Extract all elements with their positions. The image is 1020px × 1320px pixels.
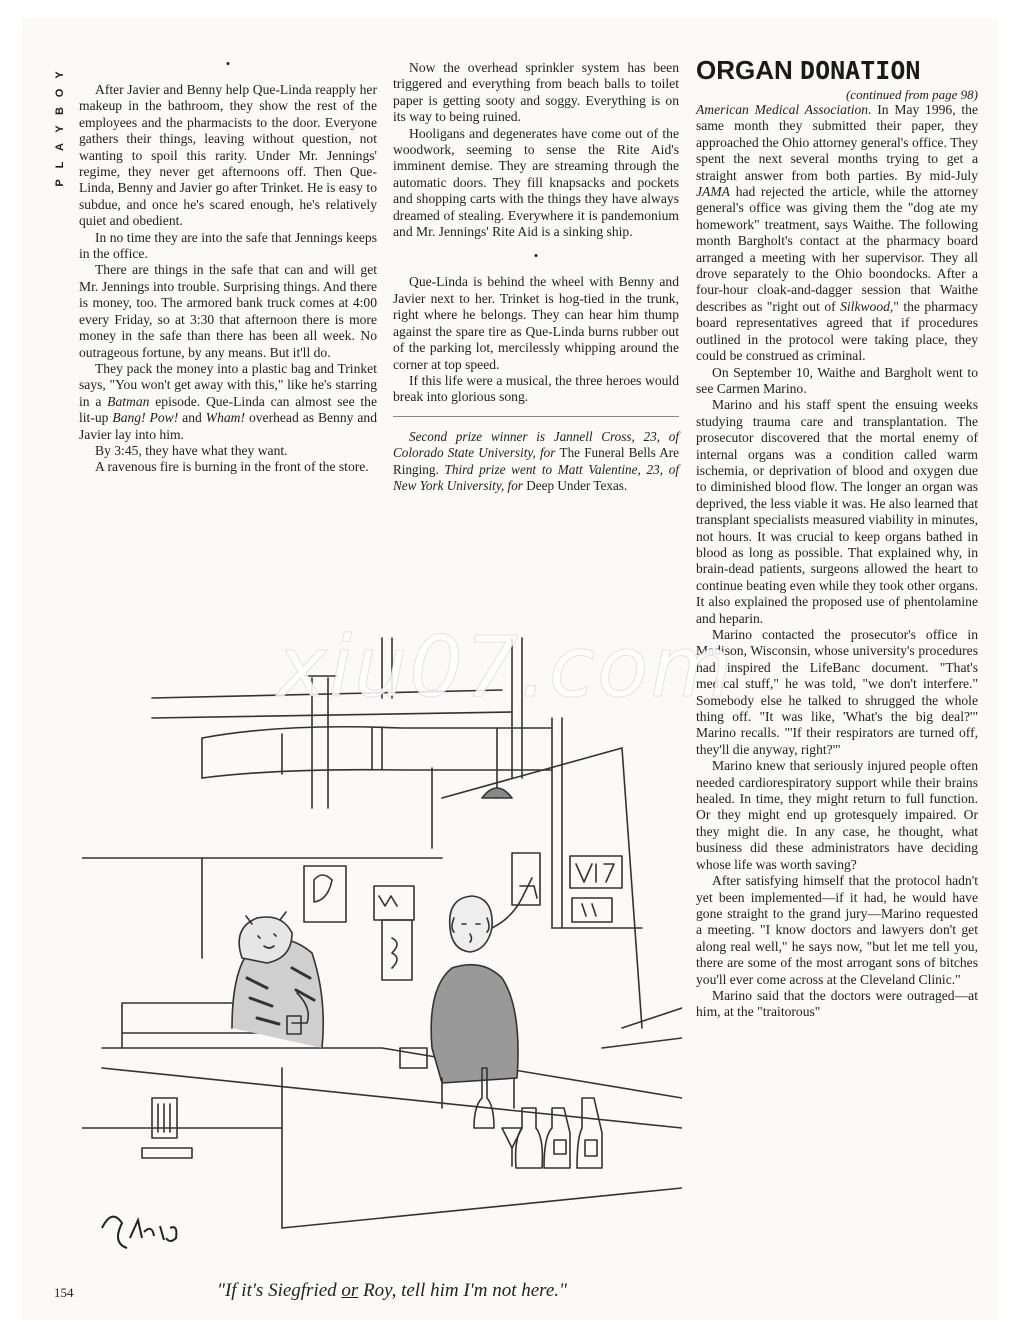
italic-title: Batman — [107, 393, 150, 409]
italic-text: Silkwood, — [840, 298, 894, 314]
text-run: had rejected the article, while the attorney general's office was giving them the "dog ate my homework" treatment, says Waithe. The following month Bargholt's contact at the pharmacy board arranged a meeting with her supervisor. They all drove separately to the Ohio boondocks. After a four-hour cloak-and-dagger session that Waithe describes as "right out of — [696, 184, 978, 314]
text-run: Second prize winner is Jannell Cross, 23, of Colorado State University, for — [393, 428, 679, 461]
paragraph: Marino contacted the prosecutor's office in Madison, Wisconsin, whose university's procedures had inspired the LifeBanc document. "That's medical stuff," he was told, "we don't interfere." Somebody else he talked to shrugged the whole thing off. "It was like, 'What's the big deal?'" Marino recalls. "'If their respirators are turned off, they'll die anyway, right?'" — [696, 627, 978, 757]
paragraph: There are things in the safe that can and will get Mr. Jennings into trouble. Surprising things. And there is money, too. The armored bank truck comes at 4:00 every Friday, so at 3:30 that afternoon there is more money in the safe than there has been all week. No outrageous fortune, by any means. But it'll do. — [79, 262, 377, 360]
contest-credits — [393, 429, 679, 495]
text-run: overhead as Benny and Javier lay into him. — [79, 410, 377, 442]
text-run: In May 1996, the same month they submitted their paper, they approached the Ohio attorney general's office. They spent the next several months trying to get a straight answer from both parties. By mid-July — [696, 102, 979, 183]
article-column-right — [696, 56, 978, 1021]
caption-emphasis: or — [341, 1280, 359, 1301]
side-brand: Y O B Y A L P — [54, 71, 66, 187]
work-title: Deep Under Texas. — [526, 477, 628, 493]
paragraph: Now the overhead sprinkler system has been triggered and everything from beach balls to toilet paper is getting sooty and soggy. Everything is on its way to being ruined. — [393, 60, 679, 125]
story-column-left — [79, 56, 377, 476]
paragraph: After Javier and Benny help Que-Linda reapply her makeup in the bathroom, they show the rest of the employees and the pharmacists to the door. Everyone gathers their things, leaving without question, not wanting to spoil this rarity. Under Mr. Jennings' regime, they never get afternoons off. Then Que-Linda, Benny and Javier go after Trinket. He is easy to subdue, and once he's scared enough, he's relatively quiet and obedient. — [79, 82, 377, 229]
magazine-page — [22, 18, 998, 1320]
paragraph: If this life were a musical, the three heroes would break into glorious song. — [393, 372, 679, 405]
paragraph: A ravenous fire is burning in the front of the store. — [95, 459, 369, 475]
paragraph: After satisfying himself that the protocol hadn't yet been implemented—if it had, he would have gone straight to the grand jury—Marino requested a meeting. "I know doctors and lawyers don't get along real well," he says now, "but let me tell you, there are some of the most arrogant sons of bitches you'll ever come across at the Cleveland Clinic." — [696, 873, 978, 987]
italic-text: Bang! Pow! — [112, 410, 179, 426]
paragraph: In no time they are into the safe that Jennings keeps in the office. — [79, 229, 377, 262]
paragraph: Marino and his staff spent the ensuing weeks studying trauma care and transplantation. The prosecutor discovered that the mortal enemy of internal organs was a condition called warm ischemia, or deprivation of blood and oxygen due to diminished blood flow. The longer an organ was deprived, the less viable it was. He also learned that transplant specialists measured viability in minutes, not hours. It was crucial to keep organs bathed in blood as long as possible. That explained why, in brain-dead patients, surgeons allowed the heart to continue beating even while they took other organs. It also explained the proposed use of phentolamine and heparin. — [696, 397, 978, 626]
headline-word: DONATION — [800, 56, 921, 85]
italic-text: American Medical Association. — [696, 102, 872, 117]
caption-text: "If it's Siegfried — [216, 1280, 342, 1301]
paragraph: Marino said that the doctors were outraged—at him, at the "traitorous" — [696, 987, 978, 1020]
watermark-text: xiu07.com — [277, 618, 735, 716]
section-bullet: • — [533, 248, 539, 264]
work-title: The Funeral Bells Are Ringing. — [393, 445, 679, 477]
text-run: episode. Que-Linda can almost see the lit-up — [79, 393, 378, 426]
divider — [393, 416, 679, 417]
article-headline — [696, 56, 978, 85]
paragraph — [79, 361, 377, 443]
text-run: They pack the money into a plastic bag and Trinket says, "You won't get away with this," like he's starring in a — [79, 360, 377, 409]
story-column-middle — [393, 60, 679, 494]
cartoon-illustration — [82, 628, 682, 1268]
section-bullet: • — [225, 56, 231, 71]
caption-text: Roy, tell him I'm not here." — [358, 1280, 568, 1301]
italic-text: Wham! — [205, 410, 246, 426]
text-run: and — [178, 410, 206, 426]
italic-text: JAMA — [696, 184, 730, 200]
text-run: " the pharmacy board representatives agreed that if procedures outlined in the protocol were taking place, they could be construed as criminal. — [696, 298, 979, 364]
paragraph: Marino knew that seriously injured people often needed cardiorespiratory support while their brains healed. In time, they might return to full function. Or they might end up grotesquely impaired. Or they might die. In any case, he thought, what business did these administrators have deciding whose life was worth saving? — [696, 758, 978, 872]
credits-paragraph — [393, 429, 679, 495]
paragraph — [696, 102, 978, 365]
page-number: 154 — [54, 1285, 74, 1300]
cartoon-caption — [142, 1280, 642, 1302]
paragraph: Que-Linda is behind the wheel with Benny and Javier next to her. Trinket is hog-tied in the trunk, right where he belongs. They can hear him thump against the spare tire as Que-Linda burns rubber out of the parking lot, mercilessly whipping around the corner at top speed. — [393, 274, 679, 372]
paragraph: Hooligans and degenerates have come out of the woodwork, seeming to sense the Rite Aid's imminent demise. They are streaming through the automatic doors. They fill knapsacks and pockets and shopping carts with the things they have always dreamed of stealing. Everywhere it is pandemonium and Mr. Jennings' Rite Aid is a sinking ship. — [393, 125, 679, 240]
paragraph: On September 10, Waithe and Bargholt went to see Carmen Marino. — [696, 364, 978, 396]
headline-word: ORGAN — [696, 55, 793, 85]
continued-note: (continued from page 98) — [845, 87, 978, 102]
text-run: Third prize went to Matt Valentine, 23, of New York University, for — [393, 461, 679, 493]
paragraph: By 3:45, they have what they want. — [95, 442, 288, 458]
